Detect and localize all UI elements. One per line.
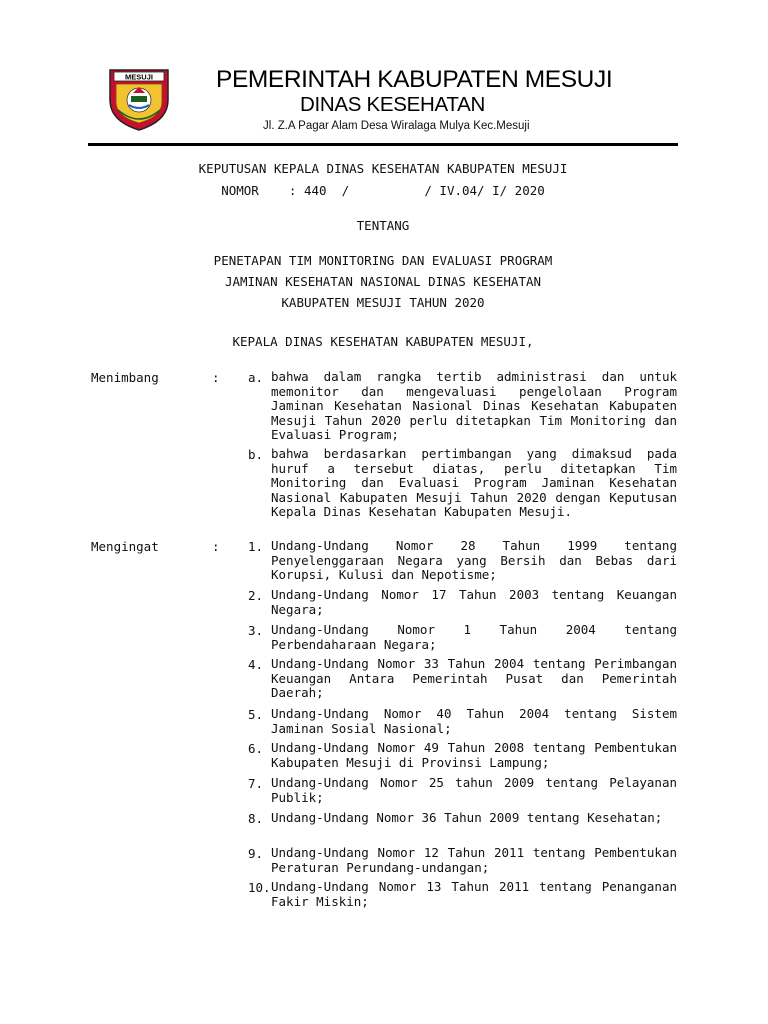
mengingat-item-text: Undang-Undang Nomor 33 Tahun 2004 tentang Perimbangan Keuangan Antara Pemerintah Pusat dan Pemerintah Daerah;	[271, 656, 677, 701]
decree-subject-line-2: JAMINAN KESEHATAN NASIONAL DINAS KESEHATAN	[224, 274, 542, 289]
mengingat-item-num: 3.	[248, 623, 264, 638]
menimbang-item-num: b.	[248, 447, 264, 462]
svg-text:MESUJI: MESUJI	[125, 72, 153, 82]
mesuji-regency-logo	[106, 66, 172, 132]
letterhead-divider	[88, 143, 678, 146]
letterhead-address: Jl. Z.A Pagar Alam Desa Wiralaga Mulya Kec.Mesuji	[263, 120, 530, 132]
letterhead-subtitle: DINAS KESEHATAN	[300, 93, 485, 116]
mengingat-item-text: Undang-Undang Nomor 13 Tahun 2011 tentang Penanganan Fakir Miskin;	[271, 879, 677, 909]
mengingat-label: Mengingat	[91, 539, 159, 554]
decree-subject-line-1: PENETAPAN TIM MONITORING DAN EVALUASI PROGRAM	[213, 253, 553, 268]
mengingat-item-text: Undang-Undang Nomor 25 tahun 2009 tentang Pelayanan Publik;	[271, 775, 677, 805]
mengingat-item-num: 10.	[248, 880, 271, 895]
mengingat-colon: :	[212, 539, 220, 554]
letterhead-title: PEMERINTAH KABUPATEN MESUJI	[216, 66, 613, 93]
mengingat-item-text: Undang-Undang Nomor 28 Tahun 1999 tentang Penyelenggaraan Negara yang Bersih dan Bebas dari Korupsi, Kulusi dan Nepotisme;	[271, 538, 677, 583]
decree-number: NOMOR : 440 / / IV.04/ I/ 2020	[221, 183, 545, 198]
mengingat-item-num: 7.	[248, 776, 264, 791]
mengingat-item-num: 6.	[248, 741, 264, 756]
menimbang-item-text: bahwa berdasarkan pertimbangan yang dimaksud pada huruf a tersebut diatas, perlu ditetapkan Tim Monitoring dan Evaluasi Program Jaminan Kesehatan Nasional Kabupaten Mesuji Tahun 2020 dengan Keputusan Kepala Dinas Kesehatan Kabupaten Mesuji.	[271, 446, 677, 520]
mengingat-item-text: Undang-Undang Nomor 1 Tahun 2004 tentang Perbendaharaan Negara;	[271, 622, 677, 652]
menimbang-colon: :	[212, 370, 220, 385]
mengingat-item-num: 5.	[248, 707, 264, 722]
menimbang-label: Menimbang	[91, 370, 159, 385]
mengingat-item-num: 8.	[248, 811, 264, 826]
decree-authority: KEPALA DINAS KESEHATAN KABUPATEN MESUJI,	[232, 334, 534, 349]
mengingat-item-num: 4.	[248, 657, 264, 672]
decree-subject-line-3: KABUPATEN MESUJI TAHUN 2020	[281, 295, 485, 310]
mengingat-item-text: Undang-Undang Nomor 36 Tahun 2009 tentang Kesehatan;	[271, 810, 663, 825]
mengingat-item-text: Undang-Undang Nomor 49 Tahun 2008 tentang Pembentukan Kabupaten Mesuji di Provinsi Lampung;	[271, 740, 677, 770]
mengingat-item-text: Undang-Undang Nomor 40 Tahun 2004 tentang Sistem Jaminan Sosial Nasional;	[271, 706, 677, 736]
menimbang-item-text: bahwa dalam rangka tertib administrasi dan untuk memonitor dan mengevaluasi pengelolaan Program Jaminan Kesehatan Nasional Dinas Kesehatan Kabupaten Mesuji Tahun 2020 perlu ditetapkan Tim Monitoring dan Evaluasi Program;	[271, 369, 677, 443]
mengingat-item-text: Undang-Undang Nomor 12 Tahun 2011 tentang Pembentukan Peraturan Perundang-undangan;	[271, 845, 677, 875]
mengingat-item-text: Undang-Undang Nomor 17 Tahun 2003 tentang Keuangan Negara;	[271, 587, 677, 617]
mengingat-item-num: 9.	[248, 846, 264, 861]
decree-about: TENTANG	[356, 218, 410, 233]
menimbang-item-num: a.	[248, 370, 264, 385]
mengingat-item-num: 2.	[248, 588, 264, 603]
decree-heading: KEPUTUSAN KEPALA DINAS KESEHATAN KABUPATEN MESUJI	[198, 161, 568, 176]
mengingat-item-num: 1.	[248, 539, 264, 554]
